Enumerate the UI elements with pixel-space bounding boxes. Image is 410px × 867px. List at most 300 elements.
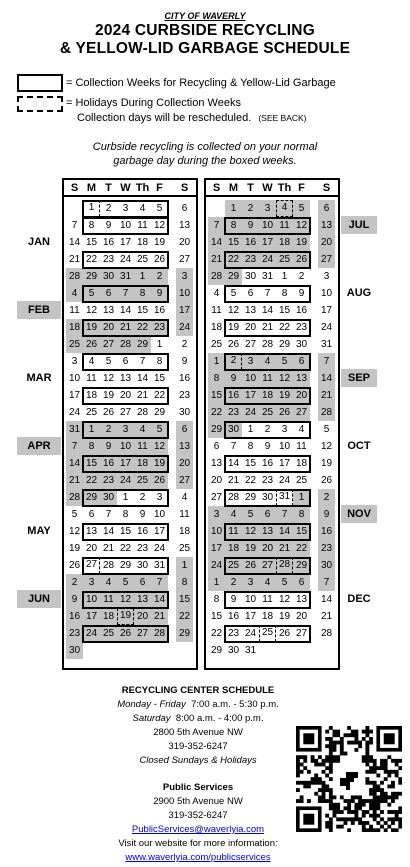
day-cell: 17 <box>83 608 100 625</box>
day-cell: 21 <box>136 390 149 401</box>
day-cell: 3 <box>156 492 163 503</box>
day-cell: 27 <box>176 472 193 489</box>
day-cell: 3 <box>208 506 225 523</box>
day-cell: 28 <box>66 268 83 285</box>
day-cell: 20 <box>293 387 310 404</box>
day-cell: 31 <box>320 339 333 350</box>
saturday-label: Saturday <box>132 713 171 724</box>
day-cell: 16 <box>295 305 308 316</box>
day-cell: 10 <box>278 441 291 452</box>
day-cell: 12 <box>320 441 333 452</box>
day-cell: 27 <box>100 336 117 353</box>
day-cell: 25 <box>295 475 308 486</box>
day-cell: 13 <box>210 458 223 469</box>
day-cell: 13 <box>318 217 335 234</box>
day-cell: 11 <box>211 305 222 316</box>
day-cell: 29 <box>83 268 100 285</box>
day-cell: 17 <box>117 455 134 472</box>
day-cell: 24 <box>320 322 333 333</box>
day-cell: 9 <box>105 220 112 231</box>
day-cell: 7 <box>105 509 112 520</box>
day-cell: 20 <box>100 319 117 336</box>
day-cell: 21 <box>261 322 274 333</box>
saturday-hours: 8:00 a.m. - 4:00 p.m. <box>175 713 264 724</box>
day-cell: 27 <box>134 625 151 642</box>
day-cell: 11 <box>86 373 97 384</box>
day-cell: 29 <box>176 625 193 642</box>
day-cell: 13 <box>85 526 98 537</box>
day-cell: 12 <box>102 373 115 384</box>
day-cell: 3 <box>176 268 193 285</box>
day-cell: 16 <box>102 237 115 248</box>
day-cell: 3 <box>259 200 276 217</box>
title-line-2: & YELLOW-LID GARBAGE SCHEDULE <box>59 40 351 57</box>
day-cell: 22 <box>153 390 166 401</box>
day-cell: 19 <box>242 540 259 557</box>
day-cell: 23 <box>227 628 240 639</box>
day-cell: 11 <box>69 305 80 316</box>
day-cell: 9 <box>151 285 168 302</box>
visit-text: Visit our website for more information: <box>118 838 278 849</box>
legend-dashed-text: = Holidays During Collection Weeks <box>66 97 241 109</box>
day-cell: 21 <box>208 251 225 268</box>
weekday-label: Monday - Friday <box>117 699 186 710</box>
day-cell: 15 <box>176 591 193 608</box>
day-cell: 18 <box>276 234 293 251</box>
day-cell: 4 <box>134 421 151 438</box>
day-cell: 19 <box>278 611 291 622</box>
day-cell: 5 <box>323 424 330 435</box>
month-label-aug: AUG <box>346 287 372 299</box>
day-cell: 19 <box>68 543 81 554</box>
day-cell: 5 <box>105 356 112 367</box>
day-cell: 9 <box>318 506 335 523</box>
day-cell: 4 <box>100 574 117 591</box>
intro-text <box>0 140 410 168</box>
day-cell: 4 <box>139 203 146 214</box>
day-cell: 4 <box>181 492 188 503</box>
day-cell: 5 <box>230 288 237 299</box>
day-cell: 20 <box>85 543 98 554</box>
day-cell: 5 <box>83 285 100 302</box>
month-label-jan: JAN <box>27 236 50 248</box>
day-cell: 29 <box>210 645 223 656</box>
public-services-title: Public Services <box>162 782 234 793</box>
day-header-t: T <box>105 182 112 194</box>
city-name: CITY OF WAVERLY <box>164 11 246 21</box>
day-cell: 18 <box>225 540 242 557</box>
day-cell: 7 <box>264 288 271 299</box>
day-cell: 14 <box>320 594 333 605</box>
day-cell: 1 <box>208 574 225 591</box>
holiday-day-cell: 1 <box>83 200 100 217</box>
day-cell: 29 <box>208 421 225 438</box>
day-cell: 26 <box>320 475 333 486</box>
day-cell: 28 <box>320 628 333 639</box>
day-cell: 25 <box>225 557 242 574</box>
public-services-email-link[interactable]: PublicServices@waverlyia.com <box>131 824 265 835</box>
day-cell: 6 <box>293 353 310 370</box>
day-cell: 24 <box>153 543 166 554</box>
day-cell: 22 <box>85 254 98 265</box>
day-cell: 30 <box>295 339 308 350</box>
day-cell: 26 <box>278 628 291 639</box>
day-cell: 23 <box>261 475 274 486</box>
day-cell: 30 <box>100 268 117 285</box>
day-cell: 30 <box>225 421 242 438</box>
day-cell: 5 <box>117 574 134 591</box>
day-cell: 10 <box>244 594 257 605</box>
day-cell: 25 <box>100 625 117 642</box>
day-cell: 8 <box>88 220 95 231</box>
day-cell: 26 <box>151 472 168 489</box>
day-cell: 21 <box>320 611 333 622</box>
weekday-hours: 7:00 a.m. - 5:30 p.m. <box>191 699 279 710</box>
day-cell: 10 <box>119 220 132 231</box>
day-cell: 1 <box>225 200 242 217</box>
day-cell: 11 <box>225 523 242 540</box>
day-cell: 7 <box>151 574 168 591</box>
day-cell: 18 <box>100 608 117 625</box>
holiday-day-cell: 28 <box>276 557 293 574</box>
day-cell: 23 <box>151 319 168 336</box>
day-cell: 31 <box>117 268 134 285</box>
legend-solid-text: = Collection Weeks for Recycling & Yellow-Lid Garbage <box>66 77 336 89</box>
day-cell: 11 <box>137 220 148 231</box>
month-label-jul: JUL <box>341 216 377 234</box>
day-cell: 29 <box>278 339 291 350</box>
day-cell: 27 <box>259 557 276 574</box>
day-cell: 22 <box>83 472 100 489</box>
day-cell: 2 <box>100 421 117 438</box>
day-cell: 8 <box>208 370 225 387</box>
day-cell: 4 <box>213 288 220 299</box>
day-cell: 25 <box>134 472 151 489</box>
day-cell: 23 <box>100 472 117 489</box>
day-header-f: F <box>156 182 163 194</box>
day-cell: 30 <box>100 489 117 506</box>
day-cell: 15 <box>210 611 223 622</box>
day-cell: 1 <box>247 424 254 435</box>
day-cell: 20 <box>318 234 335 251</box>
day-cell: 6 <box>247 288 254 299</box>
day-cell: 25 <box>136 254 149 265</box>
day-cell: 24 <box>68 407 81 418</box>
day-header-s: S <box>180 182 189 194</box>
day-cell: 17 <box>176 302 193 319</box>
closed-note: Closed Sundays & Holidays <box>139 755 257 766</box>
day-cell: 17 <box>278 458 291 469</box>
day-cell: 7 <box>318 574 335 591</box>
day-cell: 3 <box>242 574 259 591</box>
day-cell: 9 <box>298 288 305 299</box>
day-cell: 6 <box>181 203 188 214</box>
day-header-w: W <box>120 182 131 194</box>
day-cell: 20 <box>178 237 191 248</box>
day-cell: 20 <box>210 475 223 486</box>
day-cell: 20 <box>295 611 308 622</box>
day-cell: 16 <box>100 455 117 472</box>
day-header-s: S <box>212 182 221 194</box>
day-cell: 12 <box>278 594 291 605</box>
day-cell: 2 <box>105 203 112 214</box>
day-cell: 31 <box>153 560 166 571</box>
day-cell: 8 <box>293 506 310 523</box>
legend-dashed-box <box>17 96 63 112</box>
day-cell: 26 <box>276 404 293 421</box>
day-cell: 28 <box>208 268 225 285</box>
day-cell: 12 <box>242 523 259 540</box>
day-cell: 28 <box>102 560 115 571</box>
day-cell: 6 <box>134 574 151 591</box>
day-cell: 8 <box>83 438 100 455</box>
day-cell: 8 <box>176 574 193 591</box>
day-cell: 3 <box>71 356 78 367</box>
day-cell: 14 <box>151 591 168 608</box>
day-cell: 11 <box>259 370 276 387</box>
day-cell: 8 <box>122 509 129 520</box>
center-phone: 319-352-6247 <box>168 741 228 752</box>
day-cell: 29 <box>83 489 100 506</box>
day-cell: 10 <box>117 438 134 455</box>
day-header-m: M <box>86 182 97 194</box>
day-cell: 16 <box>227 611 240 622</box>
day-cell: 15 <box>293 523 310 540</box>
day-cell: 12 <box>85 305 98 316</box>
day-cell: 9 <box>100 438 117 455</box>
day-cell: 22 <box>225 251 242 268</box>
day-cell: 10 <box>320 288 333 299</box>
day-cell: 30 <box>318 557 335 574</box>
day-cell: 26 <box>153 254 166 265</box>
day-cell: 24 <box>208 557 225 574</box>
day-cell: 7 <box>208 217 225 234</box>
day-cell: 19 <box>227 322 240 333</box>
day-cell: 2 <box>264 424 271 435</box>
day-cell: 14 <box>261 305 274 316</box>
day-cell: 22 <box>244 475 257 486</box>
day-cell: 14 <box>102 526 115 537</box>
day-cell: 26 <box>83 336 100 353</box>
day-cell: 16 <box>136 526 149 537</box>
day-cell: 22 <box>210 628 223 639</box>
day-cell: 10 <box>68 373 81 384</box>
day-cell: 19 <box>83 319 100 336</box>
holiday-day-cell: 2 <box>225 353 242 370</box>
month-label-mar: MAR <box>26 372 52 384</box>
day-cell: 4 <box>66 285 83 302</box>
day-cell: 12 <box>153 220 166 231</box>
day-cell: 7 <box>276 506 293 523</box>
day-cell: 15 <box>208 387 225 404</box>
day-cell: 5 <box>151 421 168 438</box>
day-cell: 6 <box>122 356 129 367</box>
day-cell: 3 <box>83 574 100 591</box>
day-cell: 13 <box>295 594 308 605</box>
holiday-day-cell: 31 <box>276 489 293 506</box>
day-cell: 22 <box>134 319 151 336</box>
day-cell: 21 <box>276 540 293 557</box>
day-cell: 7 <box>71 220 78 231</box>
intro-line-1: Curbside recycling is collected on your normal <box>92 141 318 153</box>
holiday-day-cell: 25 <box>259 625 276 642</box>
day-cell: 4 <box>298 424 305 435</box>
day-cell: 12 <box>117 591 134 608</box>
legend-note <box>77 112 307 125</box>
day-cell: 30 <box>261 492 274 503</box>
day-cell: 28 <box>117 336 134 353</box>
day-cell: 2 <box>225 574 242 591</box>
day-cell: 7 <box>66 438 83 455</box>
day-cell: 22 <box>176 608 193 625</box>
calendar-jan-jun <box>62 178 198 670</box>
day-cell: 11 <box>100 591 117 608</box>
day-cell: 9 <box>181 356 188 367</box>
day-cell: 16 <box>318 523 335 540</box>
legend-see-back: (SEE BACK) <box>258 113 307 123</box>
day-cell: 29 <box>244 492 257 503</box>
day-cell: 18 <box>178 526 191 537</box>
day-cell: 8 <box>225 217 242 234</box>
day-cell: 15 <box>153 373 166 384</box>
day-cell: 23 <box>295 322 308 333</box>
day-cell: 19 <box>102 390 115 401</box>
day-cell: 3 <box>117 421 134 438</box>
day-cell: 26 <box>293 251 310 268</box>
day-cell: 5 <box>242 506 259 523</box>
day-cell: 24 <box>117 472 134 489</box>
day-cell: 9 <box>225 370 242 387</box>
day-cell: 1 <box>208 353 225 370</box>
day-cell: 6 <box>176 421 193 438</box>
day-cell: 8 <box>134 285 151 302</box>
day-cell: 27 <box>119 407 132 418</box>
day-cell: 13 <box>176 438 193 455</box>
day-cell: 1 <box>122 492 129 503</box>
center-address: 2800 5th Avenue NW <box>153 727 243 738</box>
day-cell: 20 <box>244 322 257 333</box>
day-cell: 2 <box>66 574 83 591</box>
day-cell: 5 <box>293 200 310 217</box>
day-cell: 7 <box>139 356 146 367</box>
day-cell: 28 <box>318 404 335 421</box>
day-cell: 17 <box>68 390 81 401</box>
day-cell: 8 <box>247 441 254 452</box>
day-cell: 14 <box>208 234 225 251</box>
day-cell: 24 <box>244 628 257 639</box>
day-cell: 13 <box>244 305 257 316</box>
day-cell: 26 <box>68 560 81 571</box>
day-cell: 18 <box>261 611 274 622</box>
day-cell: 1 <box>281 271 288 282</box>
day-cell: 10 <box>83 591 100 608</box>
day-cell: 1 <box>134 268 151 285</box>
day-cell: 3 <box>122 203 129 214</box>
holiday-day-cell: 19 <box>117 608 134 625</box>
day-cell: 18 <box>134 455 151 472</box>
day-cell: 29 <box>225 268 242 285</box>
day-cell: 27 <box>295 628 308 639</box>
day-cell: 4 <box>259 574 276 591</box>
day-cell: 10 <box>208 523 225 540</box>
day-cell: 11 <box>262 594 273 605</box>
day-cell: 14 <box>136 373 149 384</box>
day-cell: 21 <box>68 254 81 265</box>
day-cell: 23 <box>225 404 242 421</box>
day-cell: 24 <box>119 254 132 265</box>
day-cell: 31 <box>244 645 257 656</box>
day-cell: 8 <box>281 288 288 299</box>
day-cell: 16 <box>178 373 191 384</box>
public-services-address: 2900 5th Avenue NW <box>153 796 243 807</box>
day-cell: 20 <box>119 390 132 401</box>
day-cell: 26 <box>242 557 259 574</box>
day-header-m: M <box>228 182 239 194</box>
day-cell: 15 <box>244 458 257 469</box>
day-cell: 5 <box>276 574 293 591</box>
day-cell: 19 <box>151 455 168 472</box>
qr-code-icon[interactable] <box>296 726 402 832</box>
day-cell: 2 <box>139 492 146 503</box>
day-cell: 11 <box>296 441 307 452</box>
day-cell: 29 <box>293 557 310 574</box>
day-cell: 1 <box>156 339 163 350</box>
day-cell: 12 <box>151 438 168 455</box>
website-link[interactable]: www.waverlyia.com/publicservices <box>125 852 271 863</box>
day-cell: 17 <box>242 387 259 404</box>
day-cell: 11 <box>179 509 190 520</box>
day-cell: 4 <box>259 353 276 370</box>
day-cell: 27 <box>178 254 191 265</box>
day-cell: 24 <box>259 251 276 268</box>
day-cell: 31 <box>66 421 83 438</box>
day-cell: 19 <box>293 234 310 251</box>
month-label-nov: NOV <box>341 505 377 523</box>
day-cell: 6 <box>88 509 95 520</box>
day-cell: 6 <box>318 200 335 217</box>
day-cell: 17 <box>259 234 276 251</box>
day-cell: 13 <box>178 220 191 231</box>
month-label-jun: JUN <box>17 590 61 608</box>
day-cell: 3 <box>242 353 259 370</box>
day-cell: 25 <box>210 339 223 350</box>
day-cell: 3 <box>281 424 288 435</box>
day-cell: 21 <box>117 319 134 336</box>
recycling-center-info <box>88 684 308 768</box>
day-cell: 14 <box>318 370 335 387</box>
day-cell: 29 <box>153 407 166 418</box>
day-header-f: F <box>298 182 305 194</box>
intro-line-2: garbage day during the boxed weeks. <box>113 155 297 167</box>
day-cell: 26 <box>227 339 240 350</box>
day-cell: 11 <box>134 438 151 455</box>
day-cell: 24 <box>278 475 291 486</box>
day-cell: 14 <box>68 237 81 248</box>
day-cell: 25 <box>276 251 293 268</box>
day-cell: 26 <box>117 625 134 642</box>
day-cell: 16 <box>242 234 259 251</box>
day-cell: 31 <box>261 271 274 282</box>
day-cell: 9 <box>264 441 271 452</box>
day-cell: 13 <box>293 370 310 387</box>
public-services-info <box>88 781 308 865</box>
day-cell: 12 <box>276 370 293 387</box>
day-cell: 29 <box>134 336 151 353</box>
day-cell: 20 <box>134 608 151 625</box>
legend-note-text: Collection days will be rescheduled. <box>77 112 252 124</box>
day-cell: 7 <box>117 285 134 302</box>
day-cell: 11 <box>276 217 293 234</box>
